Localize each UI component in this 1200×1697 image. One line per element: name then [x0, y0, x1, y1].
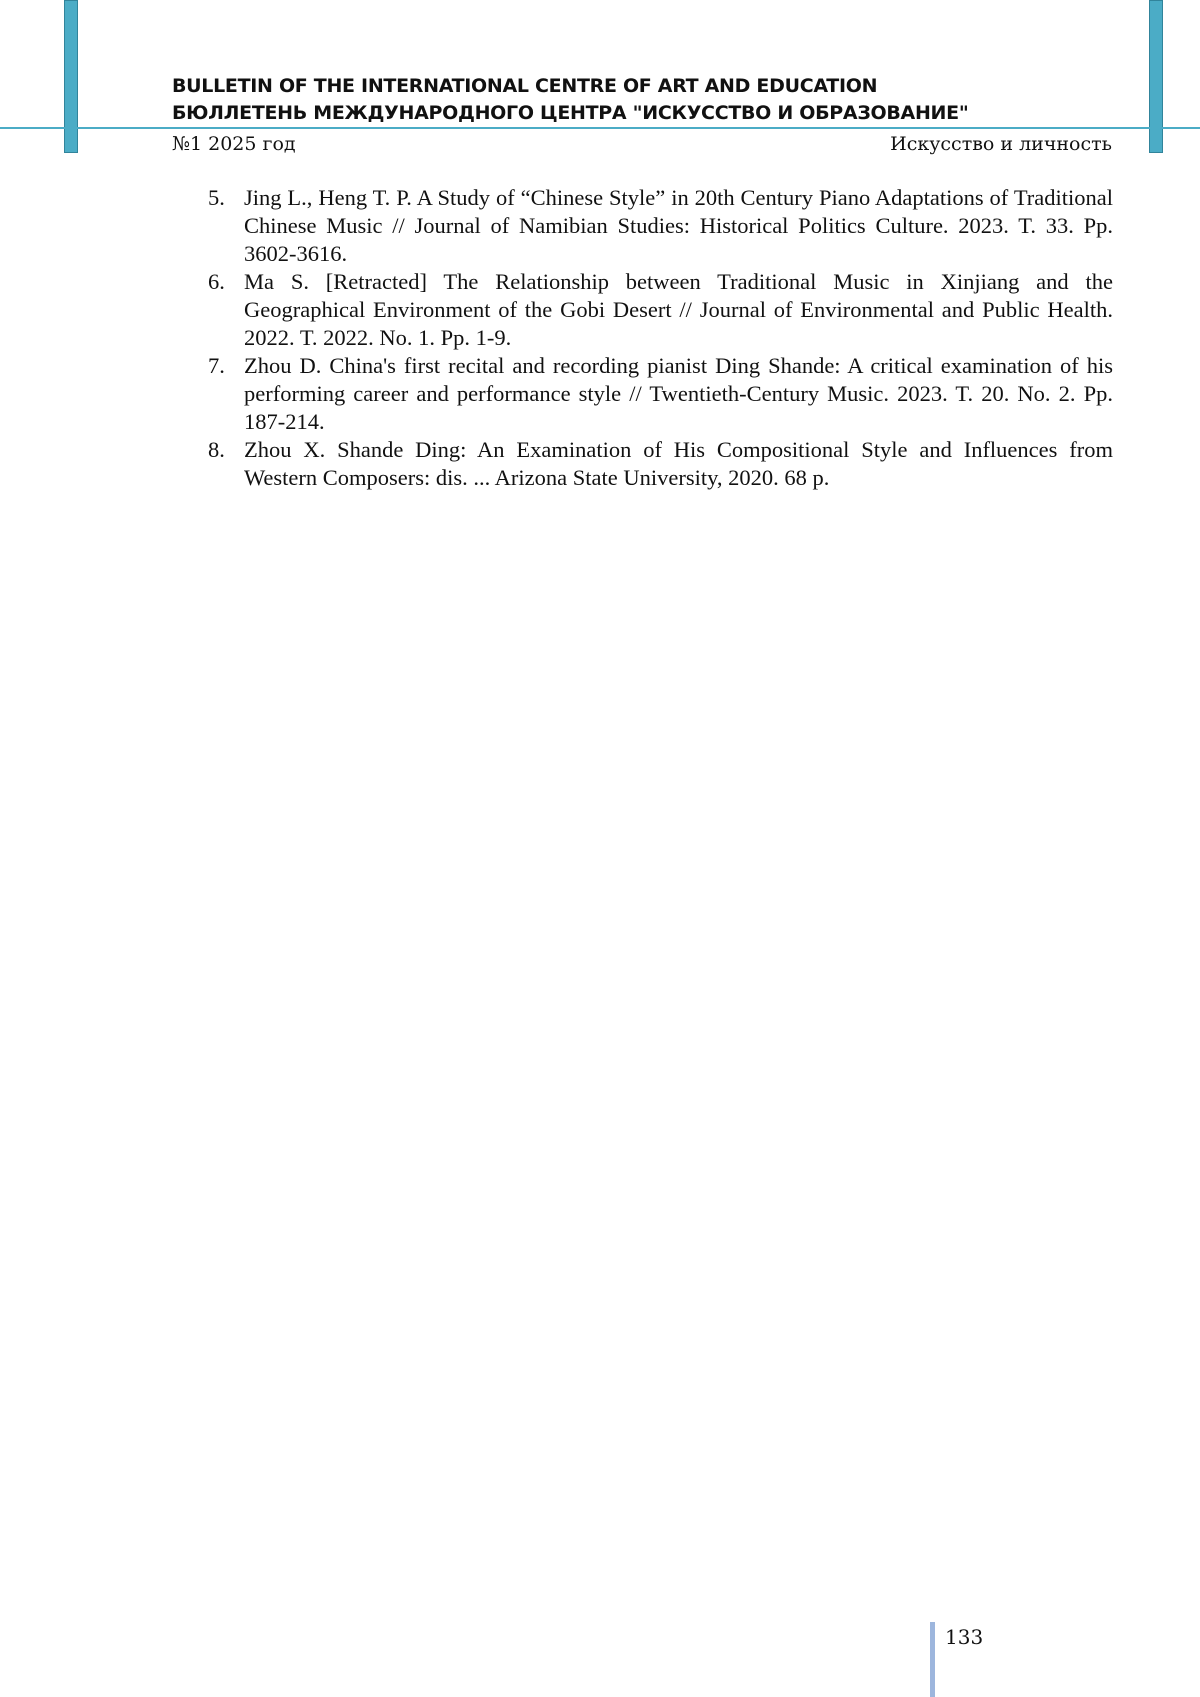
reference-number: 6. — [208, 269, 225, 294]
header-divider — [0, 127, 1200, 129]
reference-text: Zhou X. Shande Ding: An Examination of His Compositional Style and Influences from Western Composers: dis. ... Arizona State University, 2020. 68 p. — [244, 437, 1113, 490]
reference-item — [200, 268, 1113, 352]
reference-item — [200, 184, 1113, 268]
page-number-bar — [930, 1622, 935, 1697]
journal-title-english: BULLETIN OF THE INTERNATIONAL CENTRE OF ART AND EDUCATION — [172, 75, 878, 97]
reference-text: Ma S. [Retracted] The Relationship between Traditional Music in Xinjiang and the Geographical Environment of the Gobi Desert // Journal of Environmental and Public Health. 2022. T. 2022. No. 1. Pp. 1-9. — [244, 269, 1113, 350]
journal-title — [172, 73, 968, 127]
reference-item — [200, 352, 1113, 436]
reference-text: Zhou D. China's first recital and recording pianist Ding Shande: A critical examination of his performing career and performance style // Twentieth-Century Music. 2023. T. 20. No. 2. Pp. 187-214. — [244, 353, 1113, 434]
reference-number: 8. — [208, 437, 225, 462]
page-number: 133 — [945, 1625, 984, 1649]
journal-title-russian: БЮЛЛЕТЕНЬ МЕЖДУНАРОДНОГО ЦЕНТРА "ИСКУССТВО И ОБРАЗОВАНИЕ" — [172, 102, 969, 124]
reference-number: 7. — [208, 353, 225, 378]
left-decorative-bar — [64, 0, 78, 153]
reference-text: Jing L., Heng T. P. A Study of “Chinese Style” in 20th Century Piano Adaptations of Traditional Chinese Music // Journal of Namibian Studies: Historical Politics Culture. 2023. T. 33. Pp. 3602-3616. — [244, 185, 1113, 266]
issue-label: №1 2025 год — [172, 133, 296, 155]
reference-number: 5. — [208, 185, 225, 210]
right-decorative-bar — [1149, 0, 1163, 153]
reference-list — [200, 184, 1113, 492]
section-label: Искусство и личность — [890, 133, 1112, 155]
reference-item — [200, 436, 1113, 492]
